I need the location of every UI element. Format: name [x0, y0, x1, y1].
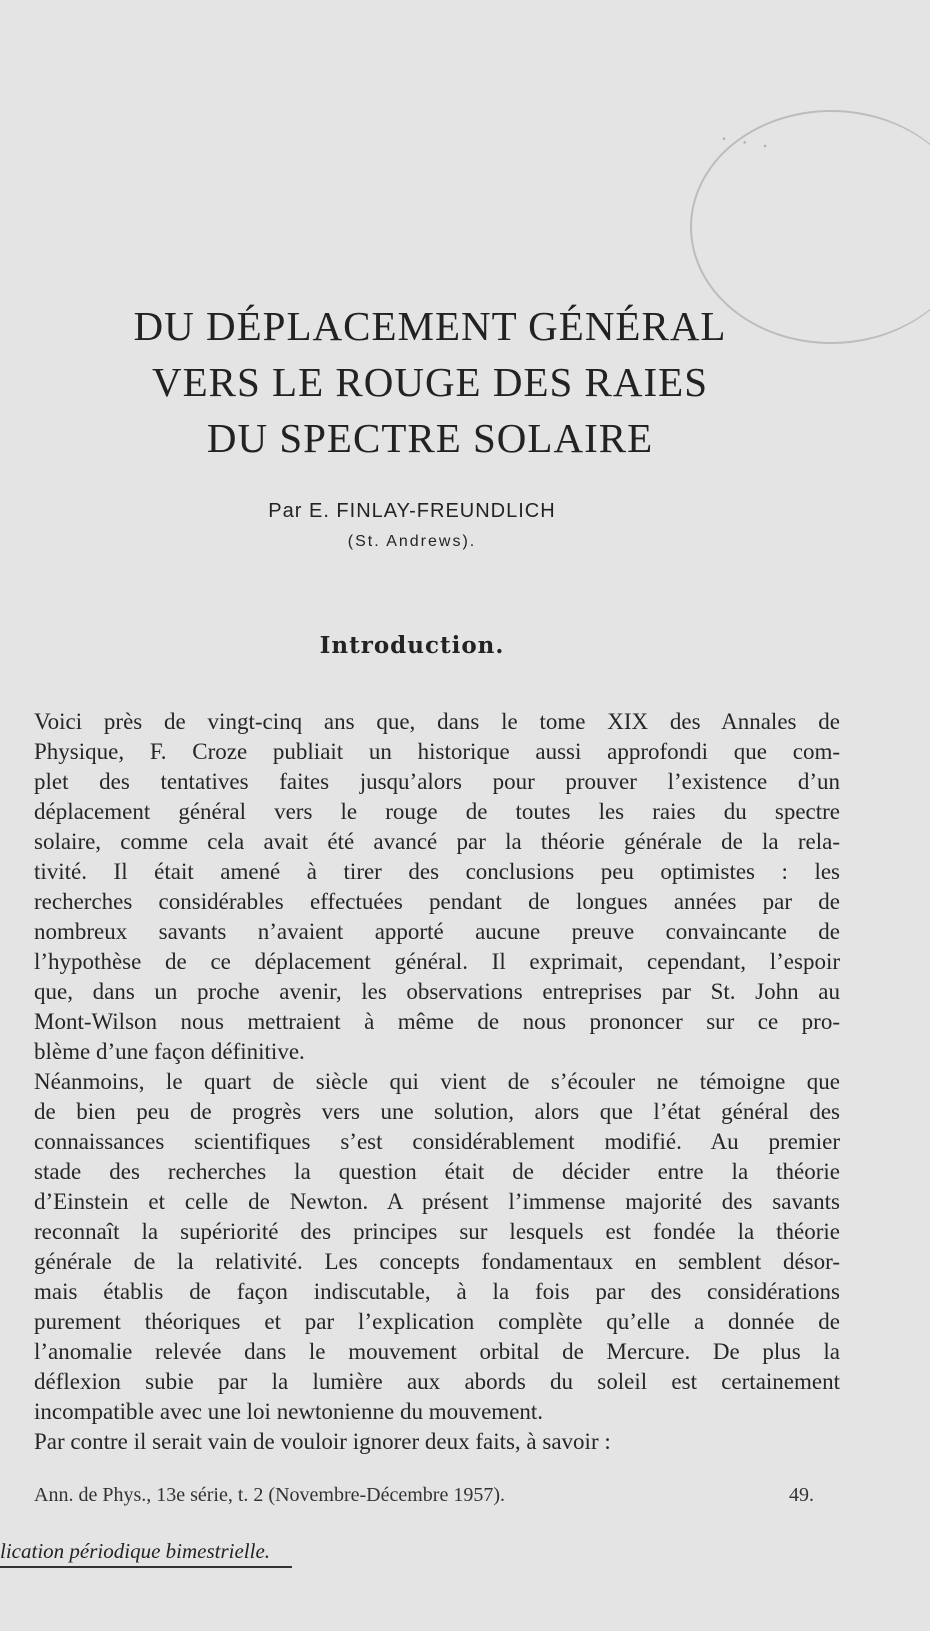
article-title	[0, 298, 860, 466]
body-line: déflexion subie par la lumière aux abords du soleil est certainement	[34, 1369, 840, 1394]
body-line: que, dans un proche avenir, les observations entreprises par St. John au	[34, 979, 840, 1004]
body-line: stade des recherches la question était de décider entre la théorie	[34, 1159, 840, 1184]
title-line-2: VERS LE ROUGE DES RAIES	[151, 359, 709, 405]
body-line: Néanmoins, le quart de siècle qui vient de s’écouler ne témoigne que	[34, 1069, 840, 1094]
body-line: solaire, comme cela avait été avancé par la théorie générale de la rela-	[34, 829, 840, 854]
library-stamp-text: · · ·	[718, 125, 775, 160]
author-line: Par E. FINLAY-FREUNDLICH	[268, 500, 556, 522]
article-body	[34, 707, 840, 1457]
body-line: Voici près de vingt-cinq ans que, dans le tome XIX des Annales de	[34, 709, 840, 734]
body-line: nombreux savants n’avaient apporté aucune preuve convaincante de	[34, 919, 840, 944]
body-line: de bien peu de progrès vers une solution, alors que l’état général des	[34, 1099, 840, 1124]
body-line: reconnaît la supériorité des principes sur lesquels est fondée la théorie	[34, 1219, 840, 1244]
title-line-3: DU SPECTRE SOLAIRE	[206, 415, 654, 461]
title-line-1: DU DÉPLACEMENT GÉNÉRAL	[133, 303, 727, 349]
author-affiliation: (St. Andrews).	[347, 533, 477, 550]
body-line: tivité. Il était amené à tirer des conclusions peu optimistes : les	[34, 859, 840, 884]
paragraph-1	[34, 707, 840, 1067]
body-line: d’Einstein et celle de Newton. A présent l’immense majorité des savants	[34, 1189, 840, 1214]
body-line: Mont-Wilson nous mettraient à même de nous prononcer sur ce pro-	[34, 1009, 840, 1034]
body-line: Physique, F. Croze publiait un historique aussi approfondi que com-	[34, 739, 840, 764]
body-line: connaissances scientifiques s’est considérablement modifié. Au premier	[34, 1129, 840, 1154]
body-line: blème d’une façon définitive.	[34, 1039, 305, 1064]
body-line: recherches considérables effectuées pendant de longues années par de	[34, 889, 840, 914]
body-line: Par contre il serait vain de vouloir ignorer deux faits, à savoir :	[34, 1429, 611, 1454]
page-number: 49.	[789, 1484, 814, 1506]
body-line: plet des tentatives faites jusqu’alors pour prouver l’existence d’un	[34, 769, 840, 794]
paragraph-3	[34, 1427, 840, 1457]
body-line: purement théoriques et par l’explication complète qu’elle a donnée de	[34, 1309, 840, 1334]
body-line: mais établis de façon indiscutable, à la fois par des considérations	[34, 1279, 840, 1304]
section-heading: Introduction.	[319, 632, 505, 659]
publication-note: lication périodique bimestrielle.	[0, 1539, 292, 1568]
journal-citation: Ann. de Phys., 13e série, t. 2 (Novembre-Décembre 1957).	[34, 1484, 505, 1506]
body-line: générale de la relativité. Les concepts fondamentaux en semblent désor-	[34, 1249, 840, 1274]
body-line: l’hypothèse de ce déplacement général. Il exprimait, cependant, l’espoir	[34, 949, 840, 974]
body-line: l’anomalie relevée dans le mouvement orbital de Mercure. De plus la	[34, 1339, 840, 1364]
paragraph-2	[34, 1067, 840, 1427]
body-line: déplacement général vers le rouge de toutes les raies du spectre	[34, 799, 840, 824]
body-line: incompatible avec une loi newtonienne du mouvement.	[34, 1399, 544, 1424]
